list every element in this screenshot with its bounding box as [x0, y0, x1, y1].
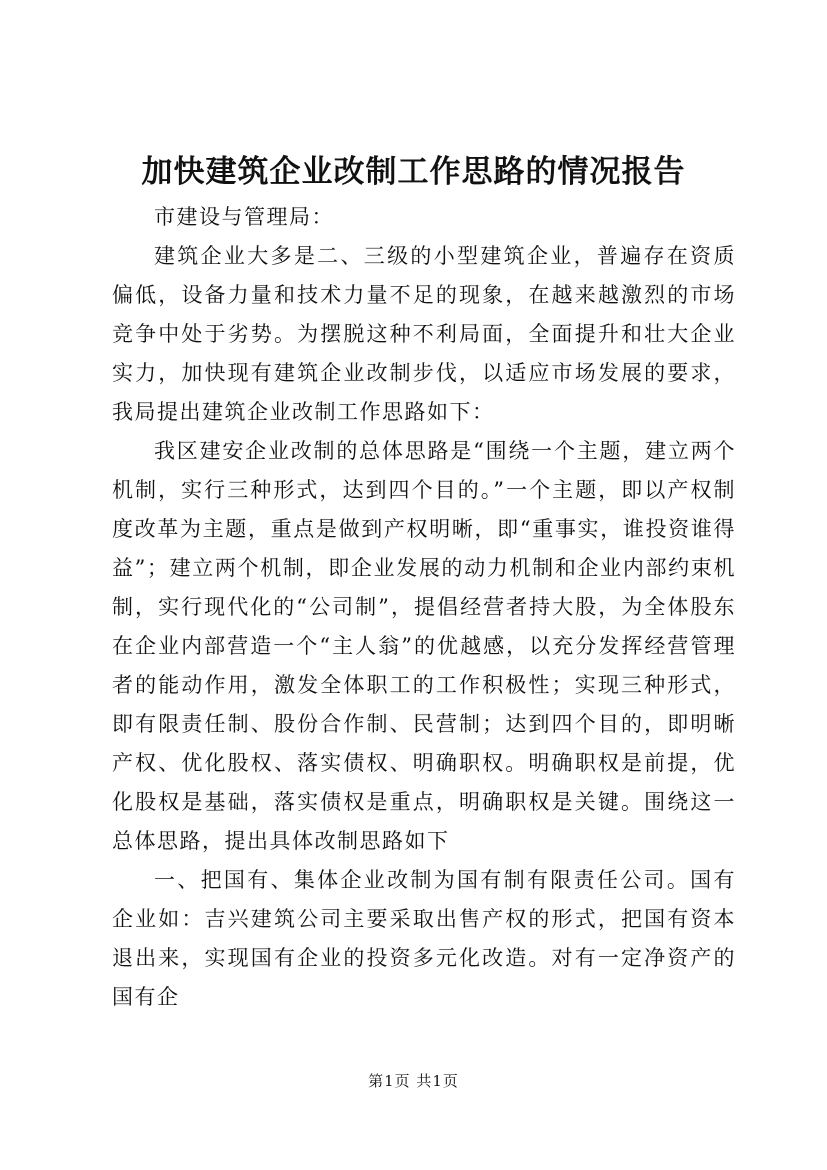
paragraph-section-one: 一、把国有、集体企业改制为国有制有限责任公司。国有企业如：吉兴建筑公司主要采取出售产权的形式，把国有资本退出来，实现国有企业的投资多元化改造。对有一定净资产的国有企 [112, 868, 736, 1009]
page-footer: 第1页 共1页 [368, 1072, 459, 1090]
salutation: 市建设与管理局： [154, 205, 334, 229]
document-body [112, 198, 736, 1017]
paragraph-intro: 建筑企业大多是二、三级的小型建筑企业，普遍存在资质偏低，设备力量和技术力量不足的现象，在越来越激烈的市场竞争中处于劣势。为摆脱这种不利局面，全面提升和壮大企业实力，加快现有建筑企业改制步伐，以适应市场发展的要求，我局提出建筑企业改制工作思路如下： [112, 244, 736, 424]
paragraph-overall-approach: 我区建安企业改制的总体思路是“围绕一个主题，建立两个机制，实行三种形式，达到四个目的。”一个主题，即以产权制度改革为主题，重点是做到产权明晰，即“重事实，谁投资谁得益”；建立两个机制，即企业发展的动力机制和企业内部约束机制，实行现代化的“公司制”，提倡经营者持大股，为全体股东在企业内部营造一个“主人翁”的优越感，以充分发挥经营管理者的能动作用，激发全体职工的工作积极性；实现三种形式，即有限责任制、股份合作制、民营制；达到四个目的，即明晰产权、优化股权、落实债权、明确职权。明确职权是前提，优化股权是基础，落实债权是重点，明确职权是关键。围绕这一总体思路，提出具体改制思路如下 [112, 439, 736, 853]
document-title: 加快建筑企业改制工作思路的情况报告 [141, 154, 686, 190]
